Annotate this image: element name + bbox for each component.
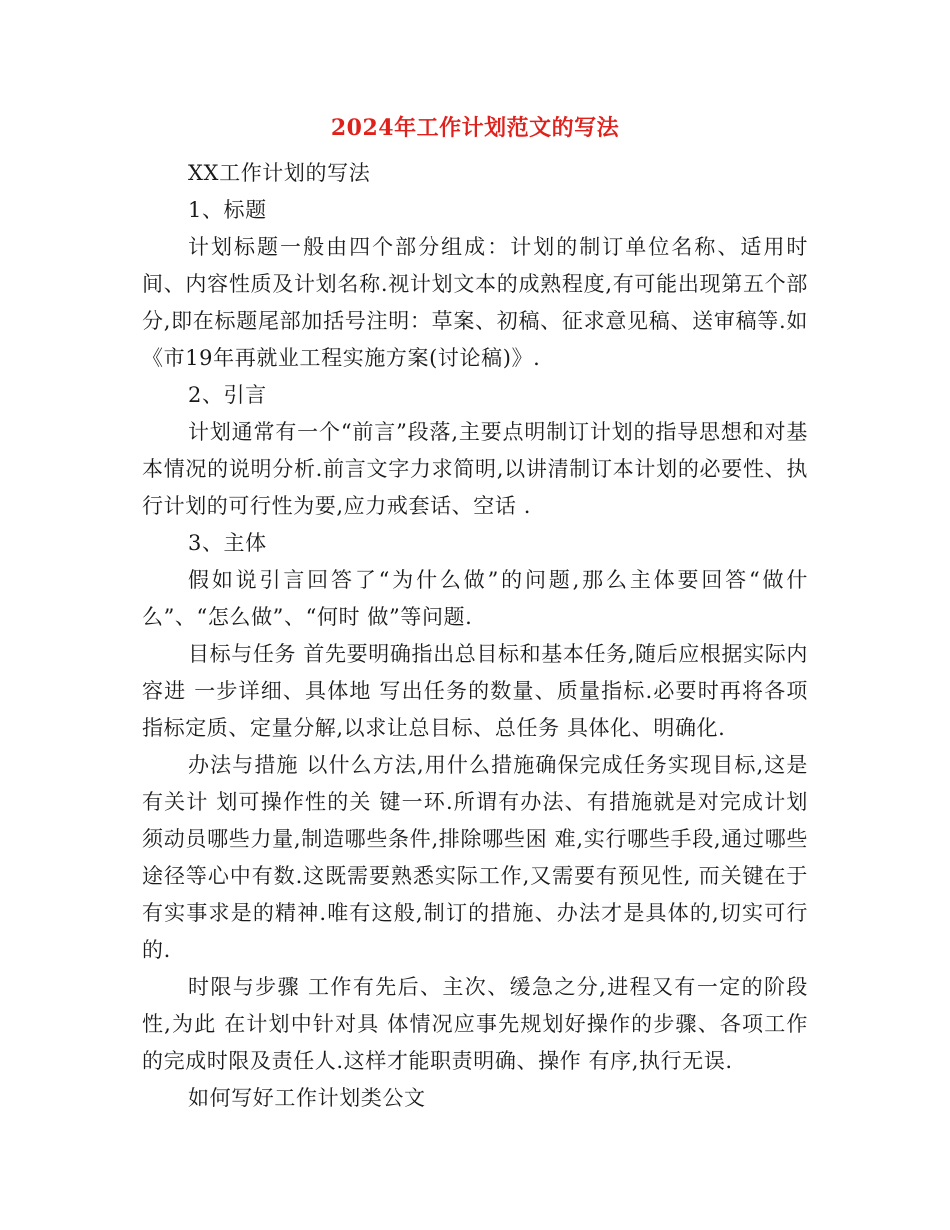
paragraph: 计划通常有一个“前言”段落,主要点明制订计划的指导思想和对基本情况的说明分析.前言文字力求简明,以讲清制订本计划的必要性、执行计划的可行性为要,应力戒套话、空话 . [142,420,808,518]
paragraph: 时限与步骤 工作有先后、主次、缓急之分,进程又有一定的阶段性,为此 在计划中针对具 体情况应事先规划好操作的步骤、各项工作的完成时限及责任人.这样才能职责明确、操作 有序,执行无误. [142,975,808,1073]
section-heading-title: 1、标题 [188,198,267,222]
paragraph: 假如说引言回答了“为什么做”的问题,那么主体要回答“做什么”、“怎么做”、“何时 做”等问题. [142,568,808,629]
document-body [142,155,808,1117]
section-heading-main: 3、主体 [188,531,267,555]
paragraph: 计划标题一般由四个部分组成：计划的制订单位名称、适用时间、内容性质及计划名称.视计划文本的成熟程度,有可能出现第五个部分,即在标题尾部加括号注明：草案、初稿、征求意见稿、送审稿等.如《市19年再就业工程实施方案(讨论稿)》. [142,235,808,370]
paragraph: 目标与任务 首先要明确指出总目标和基本任务,随后应根据实际内容进 一步详细、具体地 写出任务的数量、质量指标.必要时再将各项指标定质、定量分解,以求让总目标、总任务 具体化、明确化. [142,642,808,740]
paragraph-heading: 如何写好工作计划类公文 [188,1086,426,1110]
section-heading-intro: 2、引言 [188,383,267,407]
paragraph-heading: XX工作计划的写法 [188,161,371,185]
paragraph: 办法与措施 以什么方法,用什么措施确保完成任务实现目标,这是有关计 划可操作性的关 键一环.所谓有办法、有措施就是对完成计划须动员哪些力量,制造哪些条件,排除哪些困 难,实行哪些手段,通过哪些途径等心中有数.这既需要熟悉实际工作,又需要有预见性, 而关键在于有实事求是的精神.唯有这般,制订的措施、办法才是具体的,切实可行的. [142,753,808,962]
document-title: 2024年工作计划范文的写法 [330,115,620,141]
